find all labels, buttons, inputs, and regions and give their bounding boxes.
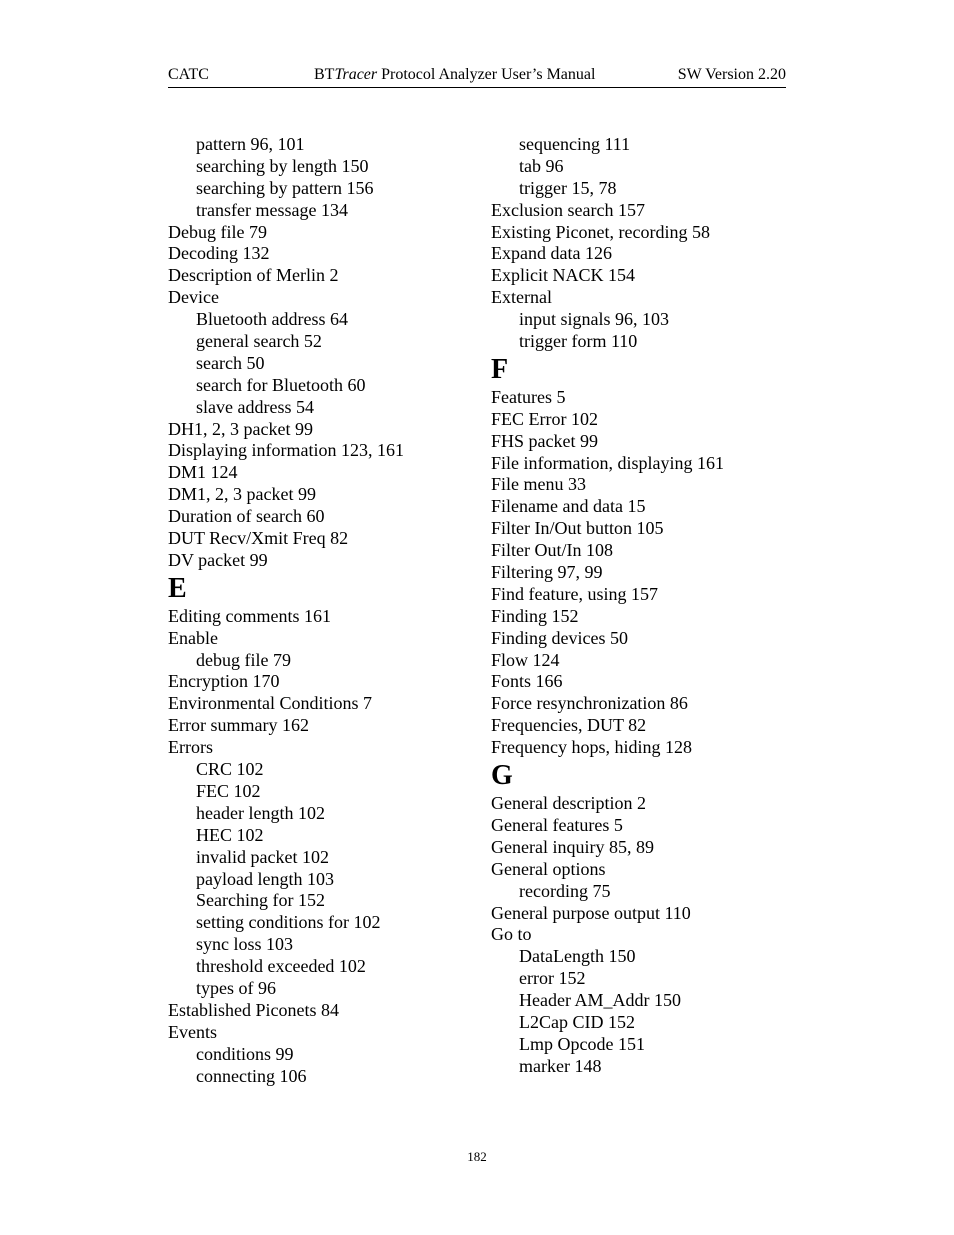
index-entry: General purpose output 110 xyxy=(491,902,691,923)
header-title-prefix: BT xyxy=(314,66,335,83)
index-entry: FHS packet 99 xyxy=(491,430,598,451)
index-subentry: search for Bluetooth 60 xyxy=(196,374,366,395)
index-subentry: conditions 99 xyxy=(196,1043,294,1064)
index-subentry: HEC 102 xyxy=(196,824,264,845)
header-title-italic: Tracer xyxy=(334,66,378,83)
index-subentry: input signals 96, 103 xyxy=(519,309,670,330)
index-entry: Find feature, using 157 xyxy=(491,583,658,604)
section-letter: E xyxy=(168,572,187,604)
index-subentry: search 50 xyxy=(196,352,265,373)
index-subentry: DataLength 150 xyxy=(519,946,636,967)
index-subentry: Bluetooth address 64 xyxy=(196,309,348,330)
index-entry: Frequencies, DUT 82 xyxy=(491,715,647,736)
index-subentry: searching by length 150 xyxy=(196,155,369,176)
index-subentry: slave address 54 xyxy=(196,396,314,417)
index-entry: Filename and data 15 xyxy=(491,496,646,517)
index-entry: DUT Recv/Xmit Freq 82 xyxy=(168,528,349,549)
index-entry: Fonts 166 xyxy=(491,671,563,692)
header-version: SW Version 2.20 xyxy=(677,66,786,83)
index-entry: Expand data 126 xyxy=(491,243,612,264)
index-entry: General options xyxy=(491,858,606,879)
index-subentry: threshold exceeded 102 xyxy=(196,956,366,977)
header-company: CATC xyxy=(168,66,209,83)
index-subentry: error 152 xyxy=(519,968,586,989)
index-subentry: connecting 106 xyxy=(196,1065,307,1086)
index-entry: Established Piconets 84 xyxy=(168,999,339,1020)
header-title xyxy=(314,66,595,84)
index-entry: FEC Error 102 xyxy=(491,408,598,429)
index-subentry: tab 96 xyxy=(519,155,564,176)
index-subentry: general search 52 xyxy=(196,331,322,352)
index-subentry: trigger form 110 xyxy=(519,331,638,352)
section-letter: G xyxy=(491,760,513,792)
index-subentry: types of 96 xyxy=(196,977,276,998)
index-entry: Filter In/Out button 105 xyxy=(491,518,664,539)
index-entry: General description 2 xyxy=(491,793,646,814)
index-entry: Filtering 97, 99 xyxy=(491,562,603,583)
index-subentry: debug file 79 xyxy=(196,649,291,670)
index-subentry: invalid packet 102 xyxy=(196,846,329,867)
index-entry: Debug file 79 xyxy=(168,221,267,242)
index-entry: Displaying information 123, 161 xyxy=(168,440,404,461)
index-entry: Decoding 132 xyxy=(168,243,270,264)
index-entry: Enable xyxy=(168,627,218,648)
index-entry: Description of Merlin 2 xyxy=(168,265,339,286)
index-subentry: L2Cap CID 152 xyxy=(519,1011,635,1032)
index-subentry: Searching for 152 xyxy=(196,890,325,911)
index-entry: General inquiry 85, 89 xyxy=(491,836,654,857)
index-subentry: header length 102 xyxy=(196,802,325,823)
index-entry: Exclusion search 157 xyxy=(491,199,645,220)
index-subentry: trigger 15, 78 xyxy=(519,177,617,198)
index-subentry: sync loss 103 xyxy=(196,934,294,955)
index-entry: File information, displaying 161 xyxy=(491,452,724,473)
index-entry: Finding devices 50 xyxy=(491,627,628,648)
index-subentry: marker 148 xyxy=(519,1055,602,1076)
index-subentry: transfer message 134 xyxy=(196,199,348,220)
index-entry: Events xyxy=(168,1021,217,1042)
index-subentry: Header AM_Addr 150 xyxy=(519,990,681,1011)
section-letter: F xyxy=(491,353,509,385)
index-entry: Go to xyxy=(491,924,532,945)
index-column-left xyxy=(168,134,468,1087)
index-subentry: searching by pattern 156 xyxy=(196,177,374,198)
index-subentry: CRC 102 xyxy=(196,759,264,780)
index-entry: Errors xyxy=(168,737,213,758)
index-entry: Environmental Conditions 7 xyxy=(168,693,372,714)
index-entry: External xyxy=(491,287,552,308)
index-entry: File menu 33 xyxy=(491,474,586,495)
index-entry: General features 5 xyxy=(491,814,623,835)
index-entry: Encryption 170 xyxy=(168,671,280,692)
index-entry: DV packet 99 xyxy=(168,549,268,570)
index-entry: Flow 124 xyxy=(491,649,560,670)
index-entry: Features 5 xyxy=(491,386,566,407)
index-entry: Filter Out/In 108 xyxy=(491,540,613,561)
index-entry: Device xyxy=(168,287,219,308)
index-subentry: sequencing 111 xyxy=(519,134,631,154)
index-entry: DM1, 2, 3 packet 99 xyxy=(168,484,316,505)
index-entry: DH1, 2, 3 packet 99 xyxy=(168,418,313,439)
index-subentry: Lmp Opcode 151 xyxy=(519,1033,645,1054)
index-subentry: recording 75 xyxy=(519,880,611,901)
index-entry: Force resynchronization 86 xyxy=(491,693,688,714)
index-entry: Existing Piconet, recording 58 xyxy=(491,221,710,242)
page-number: 182 xyxy=(467,1149,487,1164)
header-title-suffix: Protocol Analyzer User’s Manual xyxy=(377,66,596,83)
index-subentry: pattern 96, 101 xyxy=(196,134,305,154)
index-entry: Editing comments 161 xyxy=(168,605,331,626)
index-subentry: FEC 102 xyxy=(196,780,261,801)
index-entry: Duration of search 60 xyxy=(168,506,325,527)
index-entry: Finding 152 xyxy=(491,605,579,626)
index-subentry: payload length 103 xyxy=(196,868,334,889)
index-entry: Error summary 162 xyxy=(168,715,309,736)
index-entry: Explicit NACK 154 xyxy=(491,265,635,286)
page-header xyxy=(168,65,786,88)
index-column-right xyxy=(491,134,791,1078)
index-entry: DM1 124 xyxy=(168,462,238,483)
index-entry: Frequency hops, hiding 128 xyxy=(491,737,692,758)
index-subentry: setting conditions for 102 xyxy=(196,912,381,933)
